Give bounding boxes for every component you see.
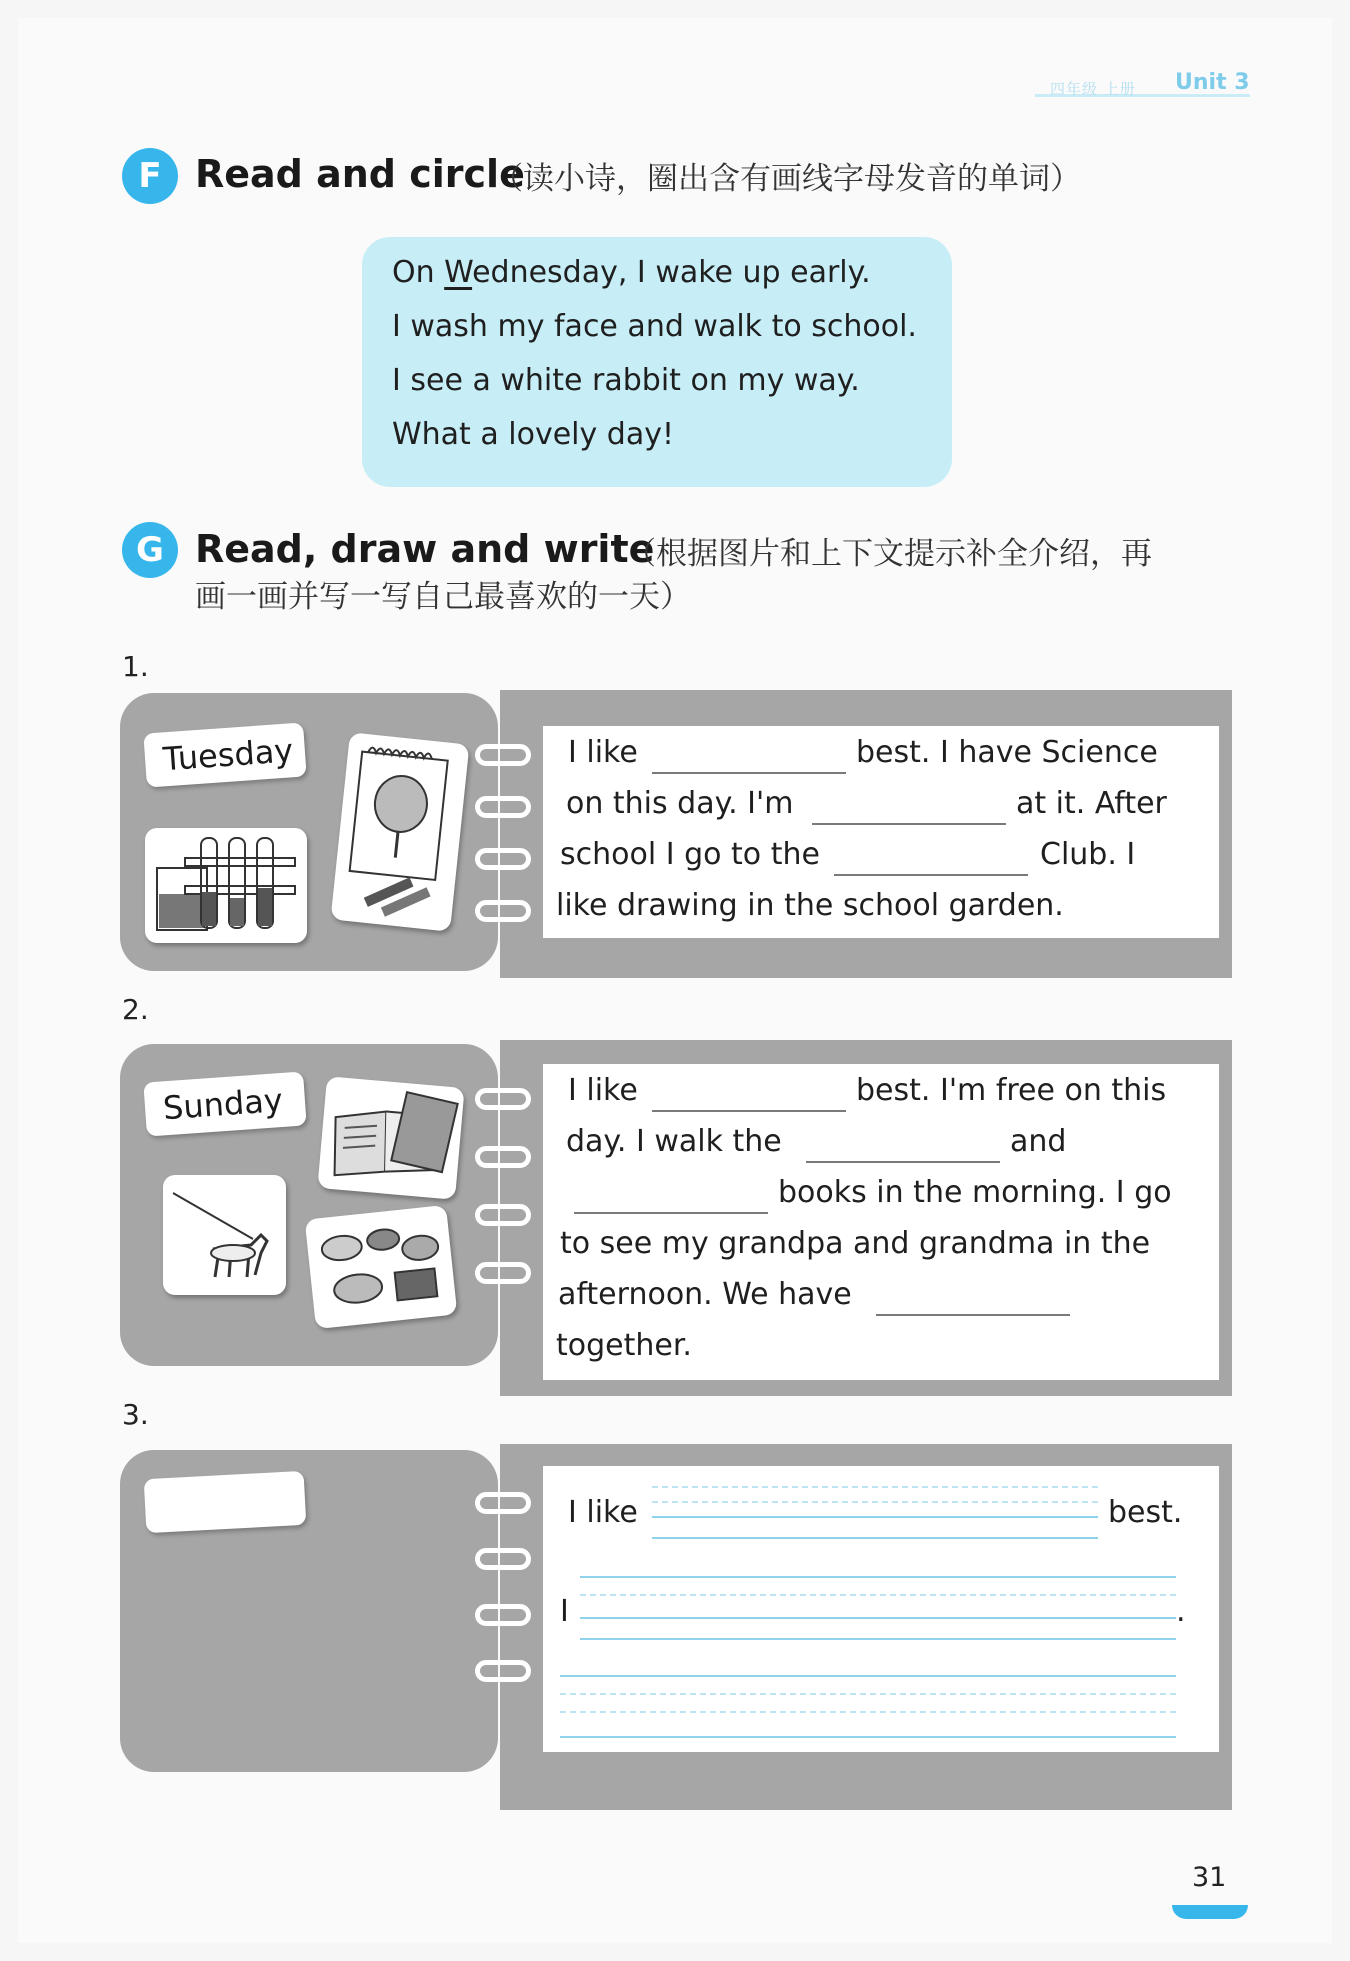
blank-skill[interactable]	[812, 823, 1006, 825]
binder-ring	[475, 1548, 531, 1570]
section-f-title: Read and circle	[195, 152, 525, 196]
ex1-line1-a: I like	[568, 735, 638, 770]
writing-line	[652, 1537, 1098, 1539]
ex3-line2-a: I	[560, 1594, 569, 1629]
section-f-badge: F	[122, 148, 178, 204]
ex2-line2-b: and	[1010, 1124, 1067, 1159]
food-plates-icon	[305, 1205, 458, 1329]
page-number-decoration	[1172, 1905, 1248, 1919]
writing-guide	[652, 1501, 1098, 1503]
poem-box	[362, 237, 952, 487]
test-tubes-icon	[145, 828, 307, 943]
underlined-letter: W	[444, 255, 473, 290]
binder-ring	[475, 1204, 531, 1226]
exercise-number: 2.	[122, 993, 149, 1026]
poem-line-2: I wash my face and walk to school.	[392, 309, 917, 344]
binder-ring	[475, 1604, 531, 1626]
writing-guide	[580, 1594, 1176, 1596]
books-icon	[317, 1076, 464, 1200]
section-g-subtitle-2: 画一画并写一写自己最喜欢的一天）	[195, 579, 691, 615]
blank-club[interactable]	[834, 874, 1028, 876]
binder-ring	[475, 796, 531, 818]
binder-ring	[475, 1088, 531, 1110]
ex2-line1-b: best. I'm free on this	[856, 1073, 1167, 1108]
writing-line	[560, 1736, 1176, 1738]
binder-ring	[475, 1660, 531, 1682]
binder-ring	[475, 848, 531, 870]
ex3-line2-b: .	[1176, 1594, 1186, 1629]
writing-guide	[560, 1711, 1176, 1713]
poem-line-4: What a lovely day!	[392, 417, 675, 452]
ex1-line1-b: best. I have Science	[856, 735, 1158, 770]
unit-label: Unit 3	[1175, 70, 1250, 95]
grade-label: 四年级 上册	[1050, 80, 1136, 98]
unit-header	[1035, 70, 1250, 102]
ex1-line2-a: on this day. I'm	[566, 786, 794, 821]
blank-favourite-day[interactable]	[652, 1110, 846, 1112]
drawing-pad-icon	[331, 732, 470, 932]
ex1-line4: like drawing in the school garden.	[556, 888, 1064, 923]
ex1-line3-a: school I go to the	[560, 837, 820, 872]
ex3-line1-a: I like	[568, 1495, 638, 1530]
section-g-title: Read, draw and write	[195, 527, 655, 571]
writing-guide	[652, 1486, 1098, 1488]
binder-ring	[475, 1492, 531, 1514]
dog-walking-icon	[163, 1175, 286, 1295]
ex1-line3-b: Club. I	[1040, 837, 1136, 872]
ex2-line6: together.	[556, 1328, 692, 1363]
exercise-number: 1.	[122, 650, 149, 683]
section-g-badge: G	[122, 522, 178, 578]
writing-line	[580, 1638, 1176, 1640]
ex2-line5-a: afternoon. We have	[558, 1277, 852, 1312]
binder-ring	[475, 1146, 531, 1168]
blank-walk[interactable]	[806, 1161, 1000, 1163]
writing-line[interactable]	[580, 1617, 1176, 1619]
day-label-blank[interactable]	[144, 1471, 307, 1533]
poem-line-1: On Wednesday, I wake up early.	[392, 255, 871, 290]
day-label: Tuesday	[143, 722, 306, 787]
blank-books-verb[interactable]	[574, 1212, 768, 1214]
writing-line	[580, 1576, 1176, 1578]
ex1-line2-b: at it. After	[1016, 786, 1167, 821]
day-label: Sunday	[143, 1071, 306, 1136]
poem-line-3: I see a white rabbit on my way.	[392, 363, 860, 398]
writing-line[interactable]	[652, 1516, 1098, 1518]
binder-ring	[475, 900, 531, 922]
ex2-line4: to see my grandpa and grandma in the	[560, 1226, 1151, 1261]
ex2-line2-a: day. I walk the	[566, 1124, 782, 1159]
blank-favourite-day[interactable]	[652, 772, 846, 774]
exercise-number: 3.	[122, 1398, 149, 1431]
binder-ring	[475, 1262, 531, 1284]
page-number: 31	[1192, 1862, 1227, 1893]
blank-meal[interactable]	[876, 1314, 1070, 1316]
ex2-line1-a: I like	[568, 1073, 638, 1108]
section-g-subtitle-1: （根据图片和上下文提示补全介绍，再	[625, 536, 1152, 572]
ex3-line1-b: best.	[1108, 1495, 1183, 1530]
writing-line[interactable]	[560, 1675, 1176, 1677]
writing-guide	[560, 1693, 1176, 1695]
ex2-line3-b: books in the morning. I go	[778, 1175, 1172, 1210]
section-f-subtitle: （读小诗，圈出含有画线字母发音的单词）	[492, 161, 1081, 197]
binder-ring	[475, 744, 531, 766]
